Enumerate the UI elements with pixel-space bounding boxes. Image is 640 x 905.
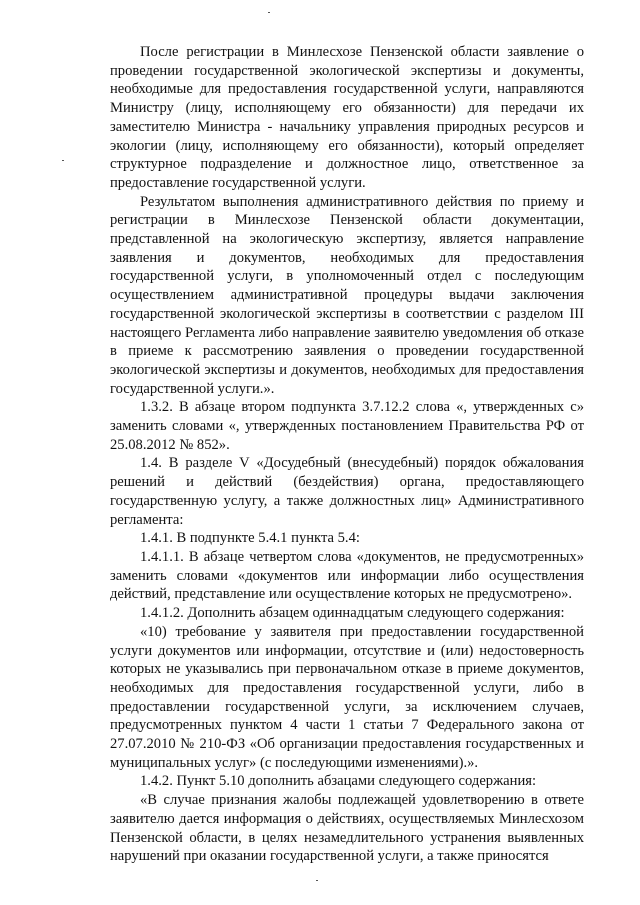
paragraph-1-4-1-2: 1.4.1.2. Дополнить абзацем одиннадцатым следующего содержания: xyxy=(140,605,565,622)
scan-speck xyxy=(268,12,270,13)
paragraph-item-10: «10) требование у заявителя при предоставлении государственной услуги документов или информации, отсутствие и (или) недостоверность которых не указывались при первоначальном отказе в приеме документов, необходимых для предоставления государственной услуги, либо в предоставлении государственной услуги, за исключением случаев, предусмотренных пунктом 4 части 1 статьи 7 Федерального закона от 27.07.2010 № 210-ФЗ «Об организации предоставления государственных и муниципальных услуг» (с последующими изменениями).». xyxy=(110,623,584,771)
paragraph-1-4-2: 1.4.2. Пункт 5.10 дополнить абзацами следующего содержания: xyxy=(140,773,537,790)
paragraph-complaint: «В случае признания жалобы подлежащей удовлетворению в ответе заявителю дается информация о действиях, осуществляемых Минлесхозом Пензенской области, в целях незамедлительного устранения выявленных нарушений при оказании государственной услуги, а также приносятся xyxy=(110,792,584,865)
scan-speck xyxy=(316,880,318,881)
paragraph-1-4-1-1: 1.4.1.1. В абзаце четвертом слова «документов, не предусмотренных» заменить словами «документов или информации либо осуществления действий, представление или осуществление которых не предусмотрено». xyxy=(110,548,584,603)
document-body xyxy=(110,43,584,866)
paragraph-registration: После регистрации в Минлесхозе Пензенской области заявление о проведении государственной экологической экспертизы и документы, необходимые для предоставления государственной услуги, направляются Министру (лицу, исполняющему его обязанности) для передачи их заместителю Министра - начальнику управления природных ресурсов и экологии (лицу, исполняющему его обязанности), который определяет структурное подразделение и должностное лицо, ответственное за предоставление государственной услуги. xyxy=(110,44,584,191)
paragraph-1-4-1: 1.4.1. В подпункте 5.4.1 пункта 5.4: xyxy=(140,530,360,547)
scan-speck xyxy=(62,160,64,161)
paragraph-1-3-2: 1.3.2. В абзаце втором подпункта 3.7.12.2 слова «, утвержденных с» заменить словами «, утвержденных постановлением Правительства РФ от 25.08.2012 № 852». xyxy=(110,399,584,453)
paragraph-1-4: 1.4. В разделе V «Досудебный (внесудебный) порядок обжалования решений и действий (бездействия) органа, предоставляющего государственную услугу, а также должностных лиц» Административного регламента: xyxy=(110,455,584,528)
paragraph-result: Результатом выполнения административного действия по приему и регистрации в Минлесхозе Пензенской области документации, представленной на экологическую экспертизу, является направление заявления и документов, необходимых для предоставления государственной услуги, в уполномоченный отдел с последующим осуществлением административной процедуры выдачи заключения государственной экологической экспертизы в соответствии с разделом III настоящего Регламента либо направление заявителю уведомления об отказе в приеме к рассмотрению заявления о проведении государственной экологической экспертизы и документов, необходимых для предоставления государственной услуги.». xyxy=(110,193,584,397)
